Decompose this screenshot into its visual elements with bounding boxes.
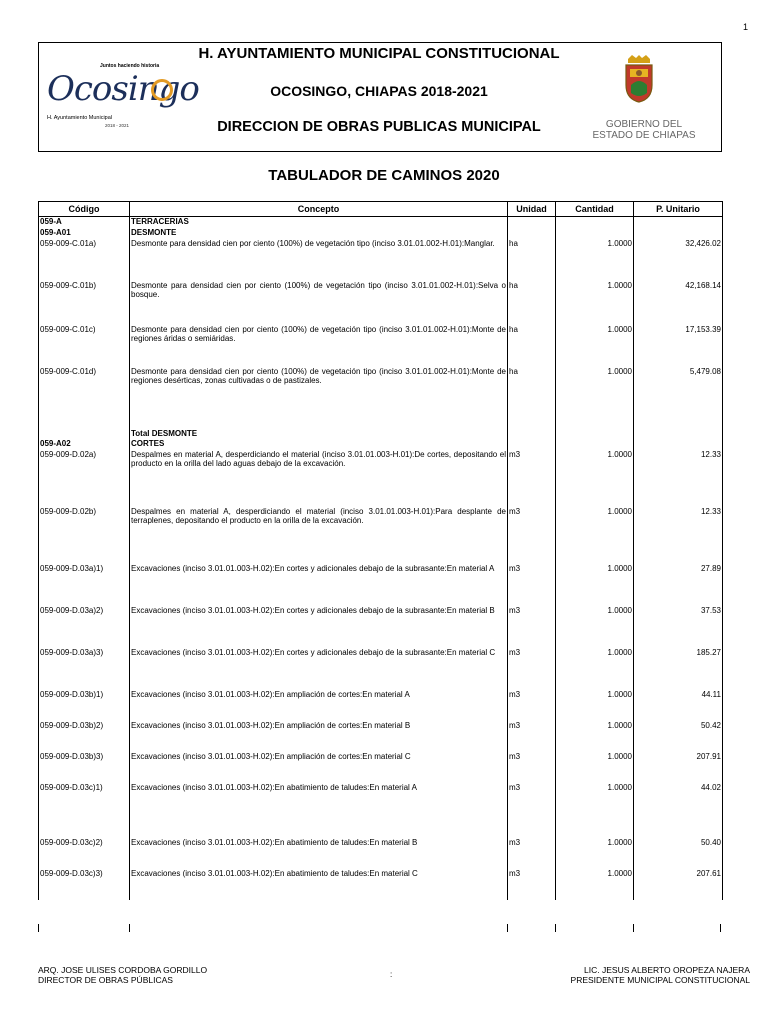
president-name: LIC. JESUS ALBERTO OROPEZA NAJERA bbox=[584, 965, 750, 975]
unidad-cell: m3 bbox=[508, 648, 556, 690]
column-header-unidad: Unidad bbox=[508, 202, 556, 217]
unidad-cell: ha bbox=[508, 367, 556, 426]
footer-left-signature bbox=[38, 965, 207, 985]
logo-tagline: Juntos haciendo historia bbox=[100, 63, 160, 69]
concepto-cell: TERRACERIAS bbox=[130, 217, 508, 228]
unidad-cell: m3 bbox=[508, 869, 556, 900]
column-header-cantidad: Cantidad bbox=[556, 202, 634, 217]
precio-unitario-cell: 207.61 bbox=[634, 869, 723, 900]
concepto-cell: Excavaciones (inciso 3.01.01.003-H.02):En cortes y adicionales debajo de la subrasante:En material C bbox=[130, 648, 508, 690]
codigo-cell: 059-009-D.03a)2) bbox=[39, 606, 130, 648]
cantidad-cell: 1.0000 bbox=[556, 367, 634, 426]
government-line-2: ESTADO DE CHIAPAS bbox=[592, 130, 696, 141]
cantidad-cell: 1.0000 bbox=[556, 281, 634, 325]
codigo-cell: 059-009-D.03b)2) bbox=[39, 721, 130, 752]
coat-of-arms-icon bbox=[622, 55, 656, 103]
concepto-cell: Desmonte para densidad cien por ciento (100%) de vegetación tipo (inciso 3.01.01.002-H.01):Monte de regiones áridas o semiáridas. bbox=[130, 325, 508, 367]
precio-unitario-cell bbox=[634, 228, 723, 239]
codigo-cell: 059-009-C.01a) bbox=[39, 239, 130, 281]
unidad-cell bbox=[508, 228, 556, 239]
precio-unitario-cell bbox=[634, 426, 723, 439]
table-row bbox=[39, 507, 723, 564]
table-row bbox=[39, 325, 723, 367]
director-title: DIRECTOR DE OBRAS PÚBLICAS bbox=[38, 975, 173, 985]
cantidad-cell bbox=[556, 217, 634, 228]
unidad-cell: m3 bbox=[508, 564, 556, 606]
concepto-cell: CORTES bbox=[130, 439, 508, 450]
precio-unitario-cell: 37.53 bbox=[634, 606, 723, 648]
precio-unitario-cell bbox=[634, 439, 723, 450]
table-row bbox=[39, 869, 723, 900]
government-line-1: GOBIERNO DEL bbox=[605, 119, 683, 130]
table-row bbox=[39, 564, 723, 606]
codigo-cell: 059-009-C.01d) bbox=[39, 367, 130, 426]
precio-unitario-cell: 185.27 bbox=[634, 648, 723, 690]
concepto-cell: Desmonte para densidad cien por ciento (100%) de vegetación tipo (inciso 3.01.01.002-H.01):Monte de regiones desérticas, zonas cultivadas o de pastizales. bbox=[130, 367, 508, 426]
precio-unitario-cell: 207.91 bbox=[634, 752, 723, 783]
table-row bbox=[39, 450, 723, 507]
unidad-cell bbox=[508, 439, 556, 450]
concepto-cell: Desmonte para densidad cien por ciento (100%) de vegetación tipo (inciso 3.01.01.002-H.01):Selva o bosque. bbox=[130, 281, 508, 325]
cantidad-cell: 1.0000 bbox=[556, 450, 634, 507]
codigo-cell: 059-009-D.03a)1) bbox=[39, 564, 130, 606]
precio-unitario-cell bbox=[634, 217, 723, 228]
table-row bbox=[39, 228, 723, 239]
table-row bbox=[39, 367, 723, 426]
concepto-cell: Despalmes en material A, desperdiciando el material (inciso 3.01.01.003-H.01):Para desplante de terraplenes, depositando el producto en la orilla de la excavación. bbox=[130, 507, 508, 564]
cantidad-cell: 1.0000 bbox=[556, 239, 634, 281]
column-header-codigo: Código bbox=[39, 202, 130, 217]
unidad-cell: m3 bbox=[508, 752, 556, 783]
table-row bbox=[39, 217, 723, 228]
precio-unitario-cell: 12.33 bbox=[634, 507, 723, 564]
cantidad-cell: 1.0000 bbox=[556, 648, 634, 690]
document-title: TABULADOR DE CAMINOS 2020 bbox=[268, 167, 500, 184]
table-header-row bbox=[39, 202, 723, 217]
unidad-cell bbox=[508, 426, 556, 439]
concepto-cell: DESMONTE bbox=[130, 228, 508, 239]
precio-unitario-cell: 50.40 bbox=[634, 838, 723, 869]
precio-unitario-cell: 27.89 bbox=[634, 564, 723, 606]
concepto-cell: Excavaciones (inciso 3.01.01.003-H.02):En ampliación de cortes:En material B bbox=[130, 721, 508, 752]
unidad-cell bbox=[508, 217, 556, 228]
president-title: PRESIDENTE MUNICIPAL CONSTITUCIONAL bbox=[570, 975, 750, 985]
cantidad-cell: 1.0000 bbox=[556, 721, 634, 752]
government-label bbox=[583, 119, 705, 141]
header-line-3: DIRECCION DE OBRAS PUBLICAS MUNICIPAL bbox=[217, 119, 541, 135]
codigo-cell: 059-A02 bbox=[39, 439, 130, 450]
table-row bbox=[39, 752, 723, 783]
precio-unitario-cell: 32,426.02 bbox=[634, 239, 723, 281]
cantidad-cell: 1.0000 bbox=[556, 838, 634, 869]
codigo-cell: 059-009-D.03c)1) bbox=[39, 783, 130, 838]
unidad-cell: m3 bbox=[508, 507, 556, 564]
unidad-cell: ha bbox=[508, 239, 556, 281]
sun-icon bbox=[151, 79, 173, 101]
codigo-cell: 059-009-D.03a)3) bbox=[39, 648, 130, 690]
cantidad-cell: 1.0000 bbox=[556, 606, 634, 648]
precio-unitario-cell: 50.42 bbox=[634, 721, 723, 752]
concepto-cell: Desmonte para densidad cien por ciento (100%) de vegetación tipo (inciso 3.01.01.002-H.01):Manglar. bbox=[130, 239, 508, 281]
table-row bbox=[39, 721, 723, 752]
cantidad-cell: 1.0000 bbox=[556, 690, 634, 721]
cantidad-cell: 1.0000 bbox=[556, 783, 634, 838]
cantidad-cell bbox=[556, 228, 634, 239]
concepto-cell: Total DESMONTE bbox=[130, 426, 508, 439]
table-row bbox=[39, 606, 723, 648]
codigo-cell: 059-009-D.02b) bbox=[39, 507, 130, 564]
cantidad-cell: 1.0000 bbox=[556, 869, 634, 900]
cantidad-cell: 1.0000 bbox=[556, 564, 634, 606]
precio-unitario-cell: 44.02 bbox=[634, 783, 723, 838]
concepto-cell: Despalmes en material A, desperdiciando el material (inciso 3.01.01.003-H.01):De cortes, depositando el producto en la orilla del lado aguas debajo de la excavación. bbox=[130, 450, 508, 507]
tabulador-table bbox=[38, 201, 723, 900]
unidad-cell: ha bbox=[508, 325, 556, 367]
concepto-cell: Excavaciones (inciso 3.01.01.003-H.02):En abatimiento de taludes:En material B bbox=[130, 838, 508, 869]
header-line-1: H. AYUNTAMIENTO MUNICIPAL CONSTITUCIONAL bbox=[198, 45, 560, 62]
unidad-cell: ha bbox=[508, 281, 556, 325]
ocosingo-logo bbox=[45, 63, 199, 133]
precio-unitario-cell: 12.33 bbox=[634, 450, 723, 507]
unidad-cell: m3 bbox=[508, 838, 556, 869]
table-row bbox=[39, 439, 723, 450]
codigo-cell: 059-009-D.03c)2) bbox=[39, 838, 130, 869]
codigo-cell: 059-009-C.01c) bbox=[39, 325, 130, 367]
document-header bbox=[38, 42, 722, 152]
codigo-cell: 059-009-D.03b)3) bbox=[39, 752, 130, 783]
concepto-cell: Excavaciones (inciso 3.01.01.003-H.02):En ampliación de cortes:En material C bbox=[130, 752, 508, 783]
concepto-cell: Excavaciones (inciso 3.01.01.003-H.02):En abatimiento de taludes:En material A bbox=[130, 783, 508, 838]
table-row bbox=[39, 648, 723, 690]
column-header-precio-unitario: P. Unitario bbox=[634, 202, 723, 217]
logo-wordmark: Ocosingo bbox=[47, 69, 199, 109]
concepto-cell: Excavaciones (inciso 3.01.01.003-H.02):En cortes y adicionales debajo de la subrasante:En material B bbox=[130, 606, 508, 648]
table-row bbox=[39, 426, 723, 439]
precio-unitario-cell: 42,168.14 bbox=[634, 281, 723, 325]
cantidad-cell bbox=[556, 439, 634, 450]
unidad-cell: m3 bbox=[508, 450, 556, 507]
unidad-cell: m3 bbox=[508, 606, 556, 648]
table-row bbox=[39, 239, 723, 281]
unidad-cell: m3 bbox=[508, 690, 556, 721]
concepto-cell: Excavaciones (inciso 3.01.01.003-H.02):En cortes y adicionales debajo de la subrasante:En material A bbox=[130, 564, 508, 606]
codigo-cell: 059-009-D.03c)3) bbox=[39, 869, 130, 900]
codigo-cell: 059-009-D.02a) bbox=[39, 450, 130, 507]
column-header-concepto: Concepto bbox=[130, 202, 508, 217]
footer-center-mark: : bbox=[390, 970, 393, 979]
footer-right-signature bbox=[571, 965, 750, 985]
codigo-cell bbox=[39, 426, 130, 439]
logo-years: 2018 - 2021 bbox=[105, 123, 130, 128]
cantidad-cell: 1.0000 bbox=[556, 752, 634, 783]
cantidad-cell bbox=[556, 426, 634, 439]
logo-subtitle: H. Ayuntamiento Municipal bbox=[47, 115, 113, 121]
codigo-cell: 059-A01 bbox=[39, 228, 130, 239]
codigo-cell: 059-009-C.01b) bbox=[39, 281, 130, 325]
precio-unitario-cell: 5,479.08 bbox=[634, 367, 723, 426]
cantidad-cell: 1.0000 bbox=[556, 325, 634, 367]
director-name: ARQ. JOSE ULISES CORDOBA GORDILLO bbox=[38, 965, 208, 975]
page-number: 1 bbox=[742, 22, 748, 32]
codigo-cell: 059-A bbox=[39, 217, 130, 228]
table-row bbox=[39, 783, 723, 838]
precio-unitario-cell: 17,153.39 bbox=[634, 325, 723, 367]
concepto-cell: Excavaciones (inciso 3.01.01.003-H.02):En ampliación de cortes:En material A bbox=[130, 690, 508, 721]
header-line-2: OCOSINGO, CHIAPAS 2018-2021 bbox=[270, 83, 488, 99]
table-continuation-lines bbox=[38, 924, 722, 932]
concepto-cell: Excavaciones (inciso 3.01.01.003-H.02):En abatimiento de taludes:En material C bbox=[130, 869, 508, 900]
precio-unitario-cell: 44.11 bbox=[634, 690, 723, 721]
codigo-cell: 059-009-D.03b)1) bbox=[39, 690, 130, 721]
unidad-cell: m3 bbox=[508, 783, 556, 838]
chiapas-government-logo bbox=[583, 51, 713, 147]
unidad-cell: m3 bbox=[508, 721, 556, 752]
table-row bbox=[39, 838, 723, 869]
table-row bbox=[39, 690, 723, 721]
table-row bbox=[39, 281, 723, 325]
cantidad-cell: 1.0000 bbox=[556, 507, 634, 564]
